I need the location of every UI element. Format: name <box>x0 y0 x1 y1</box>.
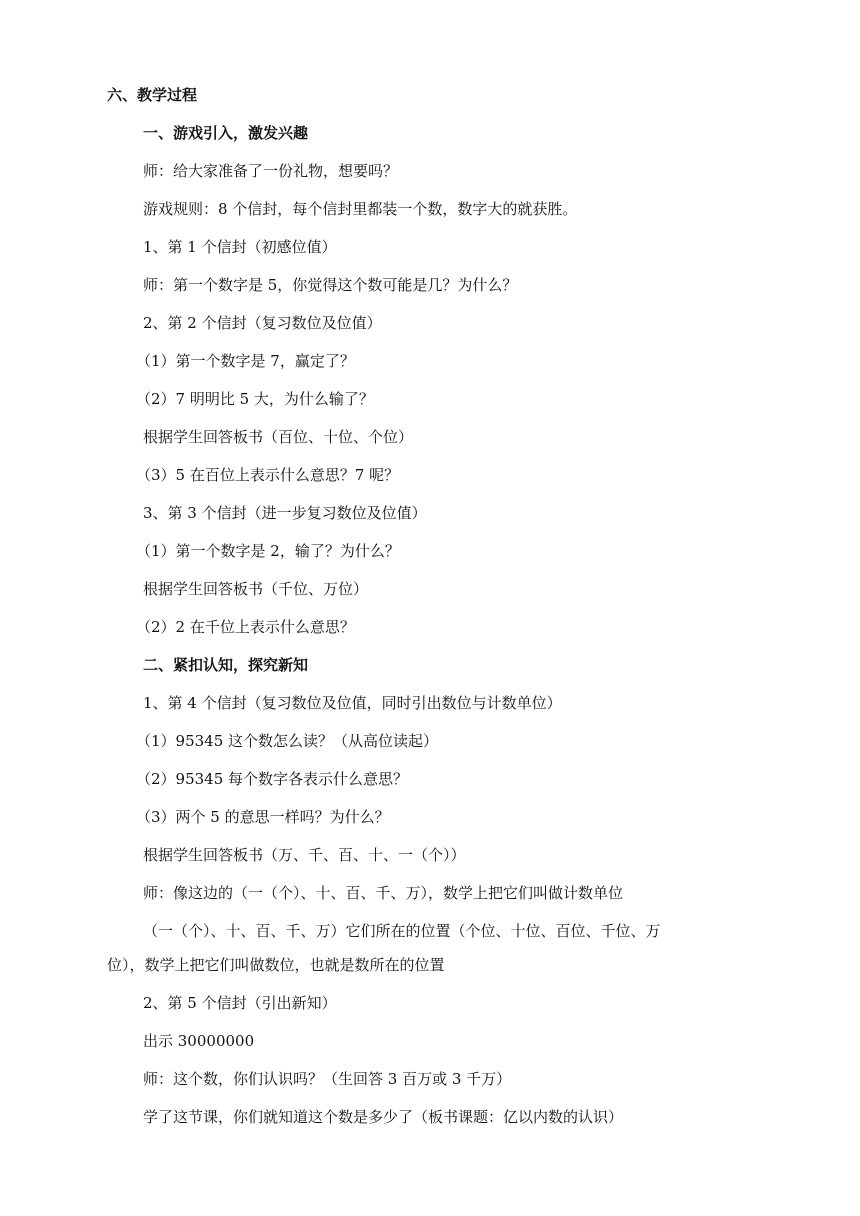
body-line: 2、第 5 个信封（引出新知） <box>143 994 337 1012</box>
body-line: 师：第一个数字是 5，你觉得这个数可能是几？为什么？ <box>143 276 518 294</box>
body-line: 师：像这边的（一（个）、十、百、千、万），数学上把它们叫做计数单位 <box>143 884 624 902</box>
body-line: 出示 30000000 <box>143 1032 255 1050</box>
body-line: （1）第一个数字是 7，赢定了？ <box>136 352 355 370</box>
body-line: 2、第 2 个信封（复习数位及位值） <box>143 314 382 332</box>
body-line: （2）95345 每个数字各表示什么意思？ <box>136 770 409 788</box>
body-line: 根据学生回答板书（百位、十位、个位） <box>143 428 414 446</box>
paragraph-line: （一（个）、十、百、千、万）它们所在的位置（个位、十位、百位、千位、万 <box>143 922 661 940</box>
body-line: 根据学生回答板书（万、千、百、十、一（个）） <box>143 846 466 864</box>
body-line: （2）7 明明比 5 大，为什么输了？ <box>136 390 374 408</box>
body-line: 学了这节课，你们就知道这个数是多少了（板书课题：亿以内数的认识） <box>143 1108 624 1126</box>
paragraph-line: 位），数学上把它们叫做数位，也就是数所在的位置 <box>107 956 445 974</box>
body-line: （2）2 在千位上表示什么意思？ <box>136 618 355 636</box>
body-line: （1）第一个数字是 2，输了？为什么？ <box>136 542 400 560</box>
body-line: 根据学生回答板书（千位、万位） <box>143 580 369 598</box>
body-line: 师：这个数，你们认识吗？（生回答 3 百万或 3 千万） <box>143 1070 512 1088</box>
section1-title: 一、游戏引入，激发兴趣 <box>143 124 309 142</box>
body-line: 1、第 1 个信封（初感位值） <box>143 238 337 256</box>
body-line: 游戏规则：8 个信封，每个信封里都装一个数，数字大的就获胜。 <box>143 200 578 218</box>
body-line: （1）95345 这个数怎么读？（从高位读起） <box>136 732 439 750</box>
body-line: 1、第 4 个信封（复习数位及位值，同时引出数位与计数单位） <box>143 694 562 712</box>
heading: 六、教学过程 <box>107 86 198 104</box>
body-line: 3、第 3 个信封（进一步复习数位及位值） <box>143 504 427 522</box>
body-line: 师：给大家准备了一份礼物，想要吗？ <box>143 162 399 180</box>
body-line: （3）5 在百位上表示什么意思？7 呢？ <box>136 466 400 484</box>
section2-title: 二、紧扣认知，探究新知 <box>143 656 309 674</box>
body-line: （3）两个 5 的意思一样吗？为什么？ <box>136 808 390 826</box>
